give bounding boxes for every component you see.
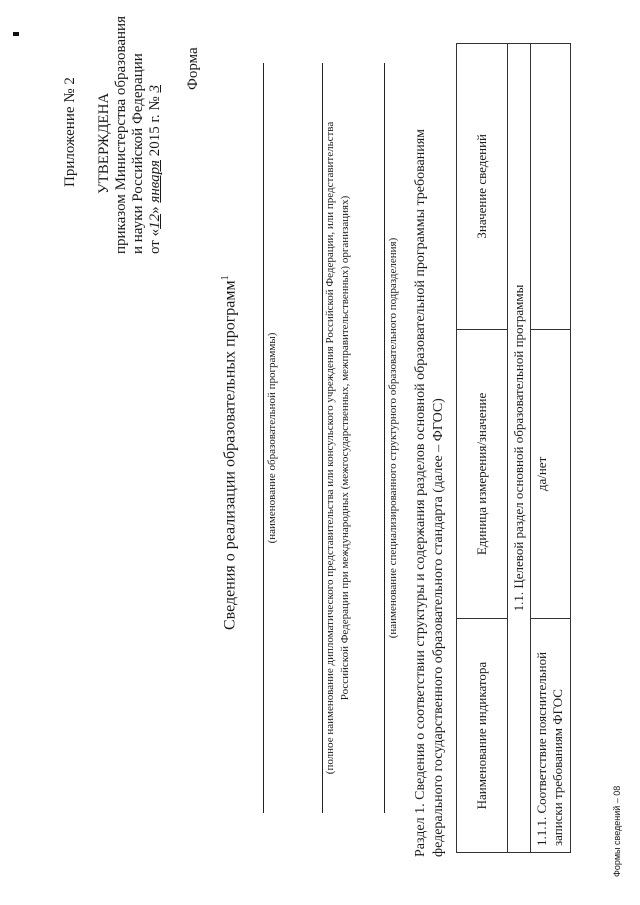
document-title: Сведения о реализации образовательных программ$^1$ bbox=[220, 275, 239, 630]
program-name-line bbox=[263, 63, 264, 813]
header-indicator: Наименование индикатора bbox=[457, 619, 508, 853]
program-name-caption: (наименование образовательной программы) bbox=[266, 332, 278, 544]
date-year: 2015 г. № bbox=[147, 96, 163, 157]
scan-mark bbox=[13, 32, 19, 36]
appendix-label: Приложение № 2 bbox=[62, 77, 78, 187]
header-value: Значение сведений bbox=[457, 44, 508, 330]
order-number: 3 bbox=[147, 85, 163, 93]
section-heading-line-1: Раздел 1. Сведения о соответствии структуры и содержания разделов основной образовательной программы требованиям bbox=[413, 128, 428, 857]
order-line-1: приказом Министерства образования bbox=[113, 16, 129, 254]
subsection-title: Целевой раздел основной образовательной программы bbox=[511, 284, 526, 589]
form-code: Формы сведений – 08 bbox=[612, 785, 622, 877]
table-row bbox=[531, 44, 571, 853]
title-footnote: 1 bbox=[220, 275, 231, 281]
header-unit: Единица измерения/значение bbox=[457, 329, 508, 619]
division-name-line bbox=[384, 63, 385, 813]
institution-caption-line-1: (полное наименование дипломатического представительства или консульского учреждения Российской Федерации, или представительства bbox=[324, 121, 336, 775]
indicator-cell: 1.1.1. Соответствие пояснительной записки требованиям ФГОС bbox=[531, 619, 571, 853]
form-label: Форма bbox=[185, 47, 201, 90]
unit-cell: да/нет bbox=[531, 329, 571, 619]
date-month: января bbox=[147, 160, 163, 203]
subsection-number: 1.1. bbox=[511, 591, 526, 612]
table-header-row bbox=[457, 44, 508, 853]
date-prefix: от « bbox=[147, 228, 163, 254]
institution-caption-line-2: Российской Федерации при международных (межгосударственных, межправительственных) организациях) bbox=[339, 195, 351, 701]
approved-label: УТВЕРЖДЕНА bbox=[96, 92, 112, 194]
section-heading-line-2: федерального государственного образовательного стандарта (далее – ФГОС) bbox=[431, 398, 446, 857]
date-mid: » bbox=[147, 206, 163, 214]
institution-name-line bbox=[322, 63, 323, 813]
indicator-table bbox=[456, 43, 571, 853]
value-cell bbox=[531, 44, 571, 330]
order-line-2: и науки Российской Федерации bbox=[130, 53, 146, 254]
order-date-line bbox=[147, 85, 164, 254]
division-caption: (наименование специализированного структурного образовательного подразделения) bbox=[387, 237, 399, 639]
subsection-row bbox=[508, 44, 531, 853]
date-day: 12 bbox=[147, 213, 163, 229]
